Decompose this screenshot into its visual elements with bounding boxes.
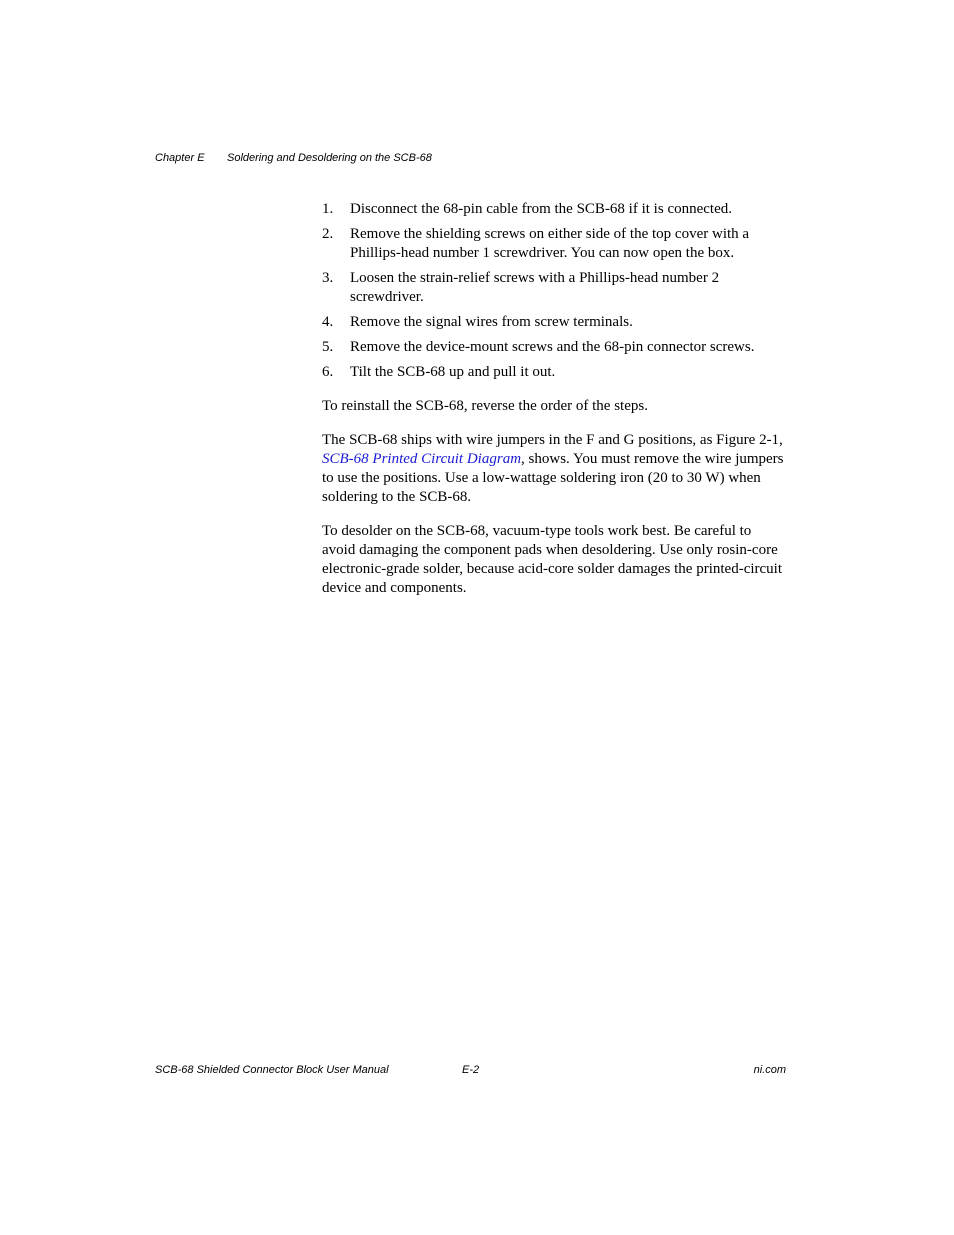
step-text: Remove the shielding screws on either side of the top cover with a Phillips-head number 1 screwdriver. You can now open the box. <box>350 226 750 261</box>
step-text: Remove the signal wires from screw terminals. <box>350 314 633 330</box>
step-number: 3. <box>322 270 334 286</box>
step-number: 5. <box>322 339 334 355</box>
step-text: Disconnect the 68-pin cable from the SCB-68 if it is connected. <box>350 201 732 217</box>
figure-link[interactable]: SCB-68 Printed Circuit Diagram <box>322 451 522 467</box>
list-item <box>322 225 784 263</box>
main-content <box>322 200 784 613</box>
jumpers-text-after: , shows. You must remove the wire jumpers to use the positions. Use a low-wattage soldering iron (20 to 30 W) when soldering to the SCB-68. <box>322 451 784 505</box>
list-item <box>322 313 784 332</box>
step-number: 4. <box>322 314 334 330</box>
step-text: Remove the device-mount screws and the 68-pin connector screws. <box>350 339 755 355</box>
running-head <box>155 150 432 166</box>
jumpers-paragraph <box>322 431 784 507</box>
chapter-label: Chapter E <box>155 152 205 164</box>
step-text: Loosen the strain-relief screws with a Phillips-head number 2 screwdriver. <box>350 270 720 305</box>
jumpers-text-before: The SCB-68 ships with wire jumpers in the F and G positions, as Figure 2-1, <box>322 432 783 448</box>
chapter-title: Soldering and Desoldering on the SCB-68 <box>227 152 432 164</box>
step-text: Tilt the SCB-68 up and pull it out. <box>350 364 556 380</box>
page-footer <box>155 1062 786 1078</box>
reinstall-paragraph: To reinstall the SCB-68, reverse the order of the steps. <box>322 398 648 414</box>
list-item <box>322 200 784 219</box>
manual-title: SCB-68 Shielded Connector Block User Manual <box>155 1064 389 1076</box>
desolder-paragraph: To desolder on the SCB-68, vacuum-type tools work best. Be careful to avoid damaging the component pads when desoldering. Use only rosin-core electronic-grade solder, because acid-core solder damages the printed-circuit device and components. <box>322 523 783 596</box>
site-link: ni.com <box>753 1064 786 1076</box>
removal-steps-list <box>322 200 784 382</box>
list-item <box>322 363 784 382</box>
step-number: 2. <box>322 226 334 242</box>
list-item <box>322 269 784 307</box>
step-number: 6. <box>322 364 334 380</box>
list-item <box>322 338 784 357</box>
page-number: E-2 <box>462 1064 480 1076</box>
step-number: 1. <box>322 201 334 217</box>
